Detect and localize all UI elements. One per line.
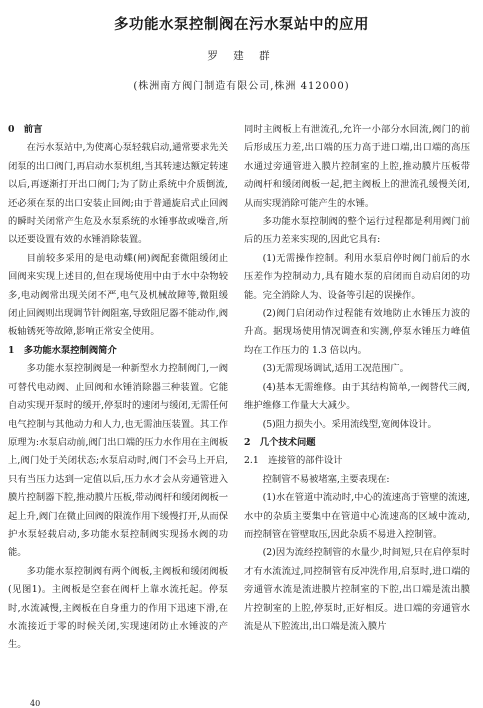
paragraph: 同时主阀板上有泄流孔,允许一小部分水回流,阀门的前后形成压力差,出口端的压力高于进口端,出口端的高压水通过旁通管进入膜片控制室的上腔,推动膜片压板带动阀杆和缓闭阀板一起,把主阀板上的泄流孔缓慢关闭,从而实现消除可能产生的水锤。 [244, 124, 470, 209]
section-heading: 1 多功能水泵控制阀简介 [8, 344, 117, 356]
paragraph: 多功能水泵控制阀是一种新型水力控制阀门,一阀可替代电动阀、止回阀和水锤消除器三种装置。它能自动实现开泵时的缓开,停泵时的速闭与缓闭,无需任何电气控制与其他动力和人力,也无需油压装置。其工作原理为:水泵启动前,阀门出口端的压力水作用在主阀板上,阀门处于关闭状态;水泵启动时,阀门不会马上开启,只有当压力达到一定值以后,压力水才会从旁通管进入膜片控制器下腔,推动膜片压板,带动阀杆和缓闭阀板一起上升,阀门在微止回阀的限流作用下缓慢打开,从而保护水泵轻载启动,多功能水泵控制阀实现扬水阀的功能。 [8, 363, 228, 559]
page-number: 40 [30, 699, 41, 708]
paragraph: 多功能水泵控制阀的整个运行过程都是利用阀门前后的压力差来实现的,因此它具有: [244, 216, 470, 246]
paragraph: 多功能水泵控制阀有两个阀板,主阀板和缓闭阀板(见图1)。主阀板是空套在阀杆上靠水流托起。停泵时,水流减慢,主阀板在自身重力的作用下迅速下滑,在水流接近于零的时候关闭,实现速闭防止水锤波的产生。 [8, 565, 228, 651]
right-column [244, 121, 470, 636]
page-title: 多功能水泵控制阀在污水泵站中的应用 [114, 16, 369, 33]
list-item: (5)阻力损失小。采用流线型,宽阀体设计。 [262, 418, 437, 430]
list-item: (3)无需现场调试,适用工况范围广。 [262, 363, 409, 375]
author-affiliation: (株洲南方阀门制造有限公司,株洲 412000) [133, 81, 350, 92]
paragraph: 在污水泵站中,为使离心泵轻载启动,通常要求先关闭泵的出口阀门,再启动水泵机组,当其转速达额定转速以后,再逐渐打开出口阀门;为了防止系统中介质倒流,还必须在泵的出口安装止回阀;由于普通旋启式止回阀的瞬时关闭常产生危及水泵系统的水锤事故或噪音,所以还要设置有效的水锤消除装置。 [8, 142, 228, 246]
left-column [8, 121, 228, 655]
subsection-heading: 2.1 连接管的部件设计 [244, 455, 343, 467]
list-item: (2)因为流经控制管的水量少,时间短,只在启停泵时才有水流流过,同控制管有反冲洗作用,启泵时,进口端的旁通管水流是流进膜片控制室的下腔,出口端是流出膜片控制室的上腔,停泵时,正好相反。进口端的旁通管水流是从下腔流出,出口端是流入膜片 [244, 547, 470, 632]
list-item: (4)基本无需维修。由于其结构简单,一阀替代三阀,维护维修工作量大大减少。 [244, 381, 470, 412]
list-item: (1)无需操作控制。利用水泵启停时阀门前后的水压差作为控制动力,具有随水泵的启闭而自动启闭的功能。完全消除人为、设备等引起的误操作。 [244, 252, 470, 301]
paragraph: 控制管不易被堵塞,主要表现在: [262, 473, 390, 485]
list-item: (2)阀门启闭动作过程能有效地防止水锤压力波的升高。据现场使用情况调查和实测,停泵水锤压力峰值均在工作压力的 1.3 倍以内。 [244, 308, 470, 356]
section-heading: 2 几个技术问题 [244, 436, 316, 448]
author-name: 罗 建 群 [207, 50, 276, 62]
list-item: (1)水在管道中流动时,中心的流速高于管壁的流速,水中的杂质主要集中在管道中心流速高的区域中流动,而控制管在管壁取压,因此杂质不易进入控制管。 [244, 492, 470, 540]
paragraph: 目前较多采用的是电动蝶(闸)阀配套微阻缓闭止回阀来实现上述目的,但在现场使用中由于水中杂物较多,电动阀常出现关闭不严,电气及机械故障等,微阻缓闭止回阀则出现调节针阀阻塞,导致阻尼器不能动作,阀板轴锈死等故障,影响正常安全使用。 [8, 252, 228, 338]
section-heading: 0 前言 [8, 124, 43, 135]
